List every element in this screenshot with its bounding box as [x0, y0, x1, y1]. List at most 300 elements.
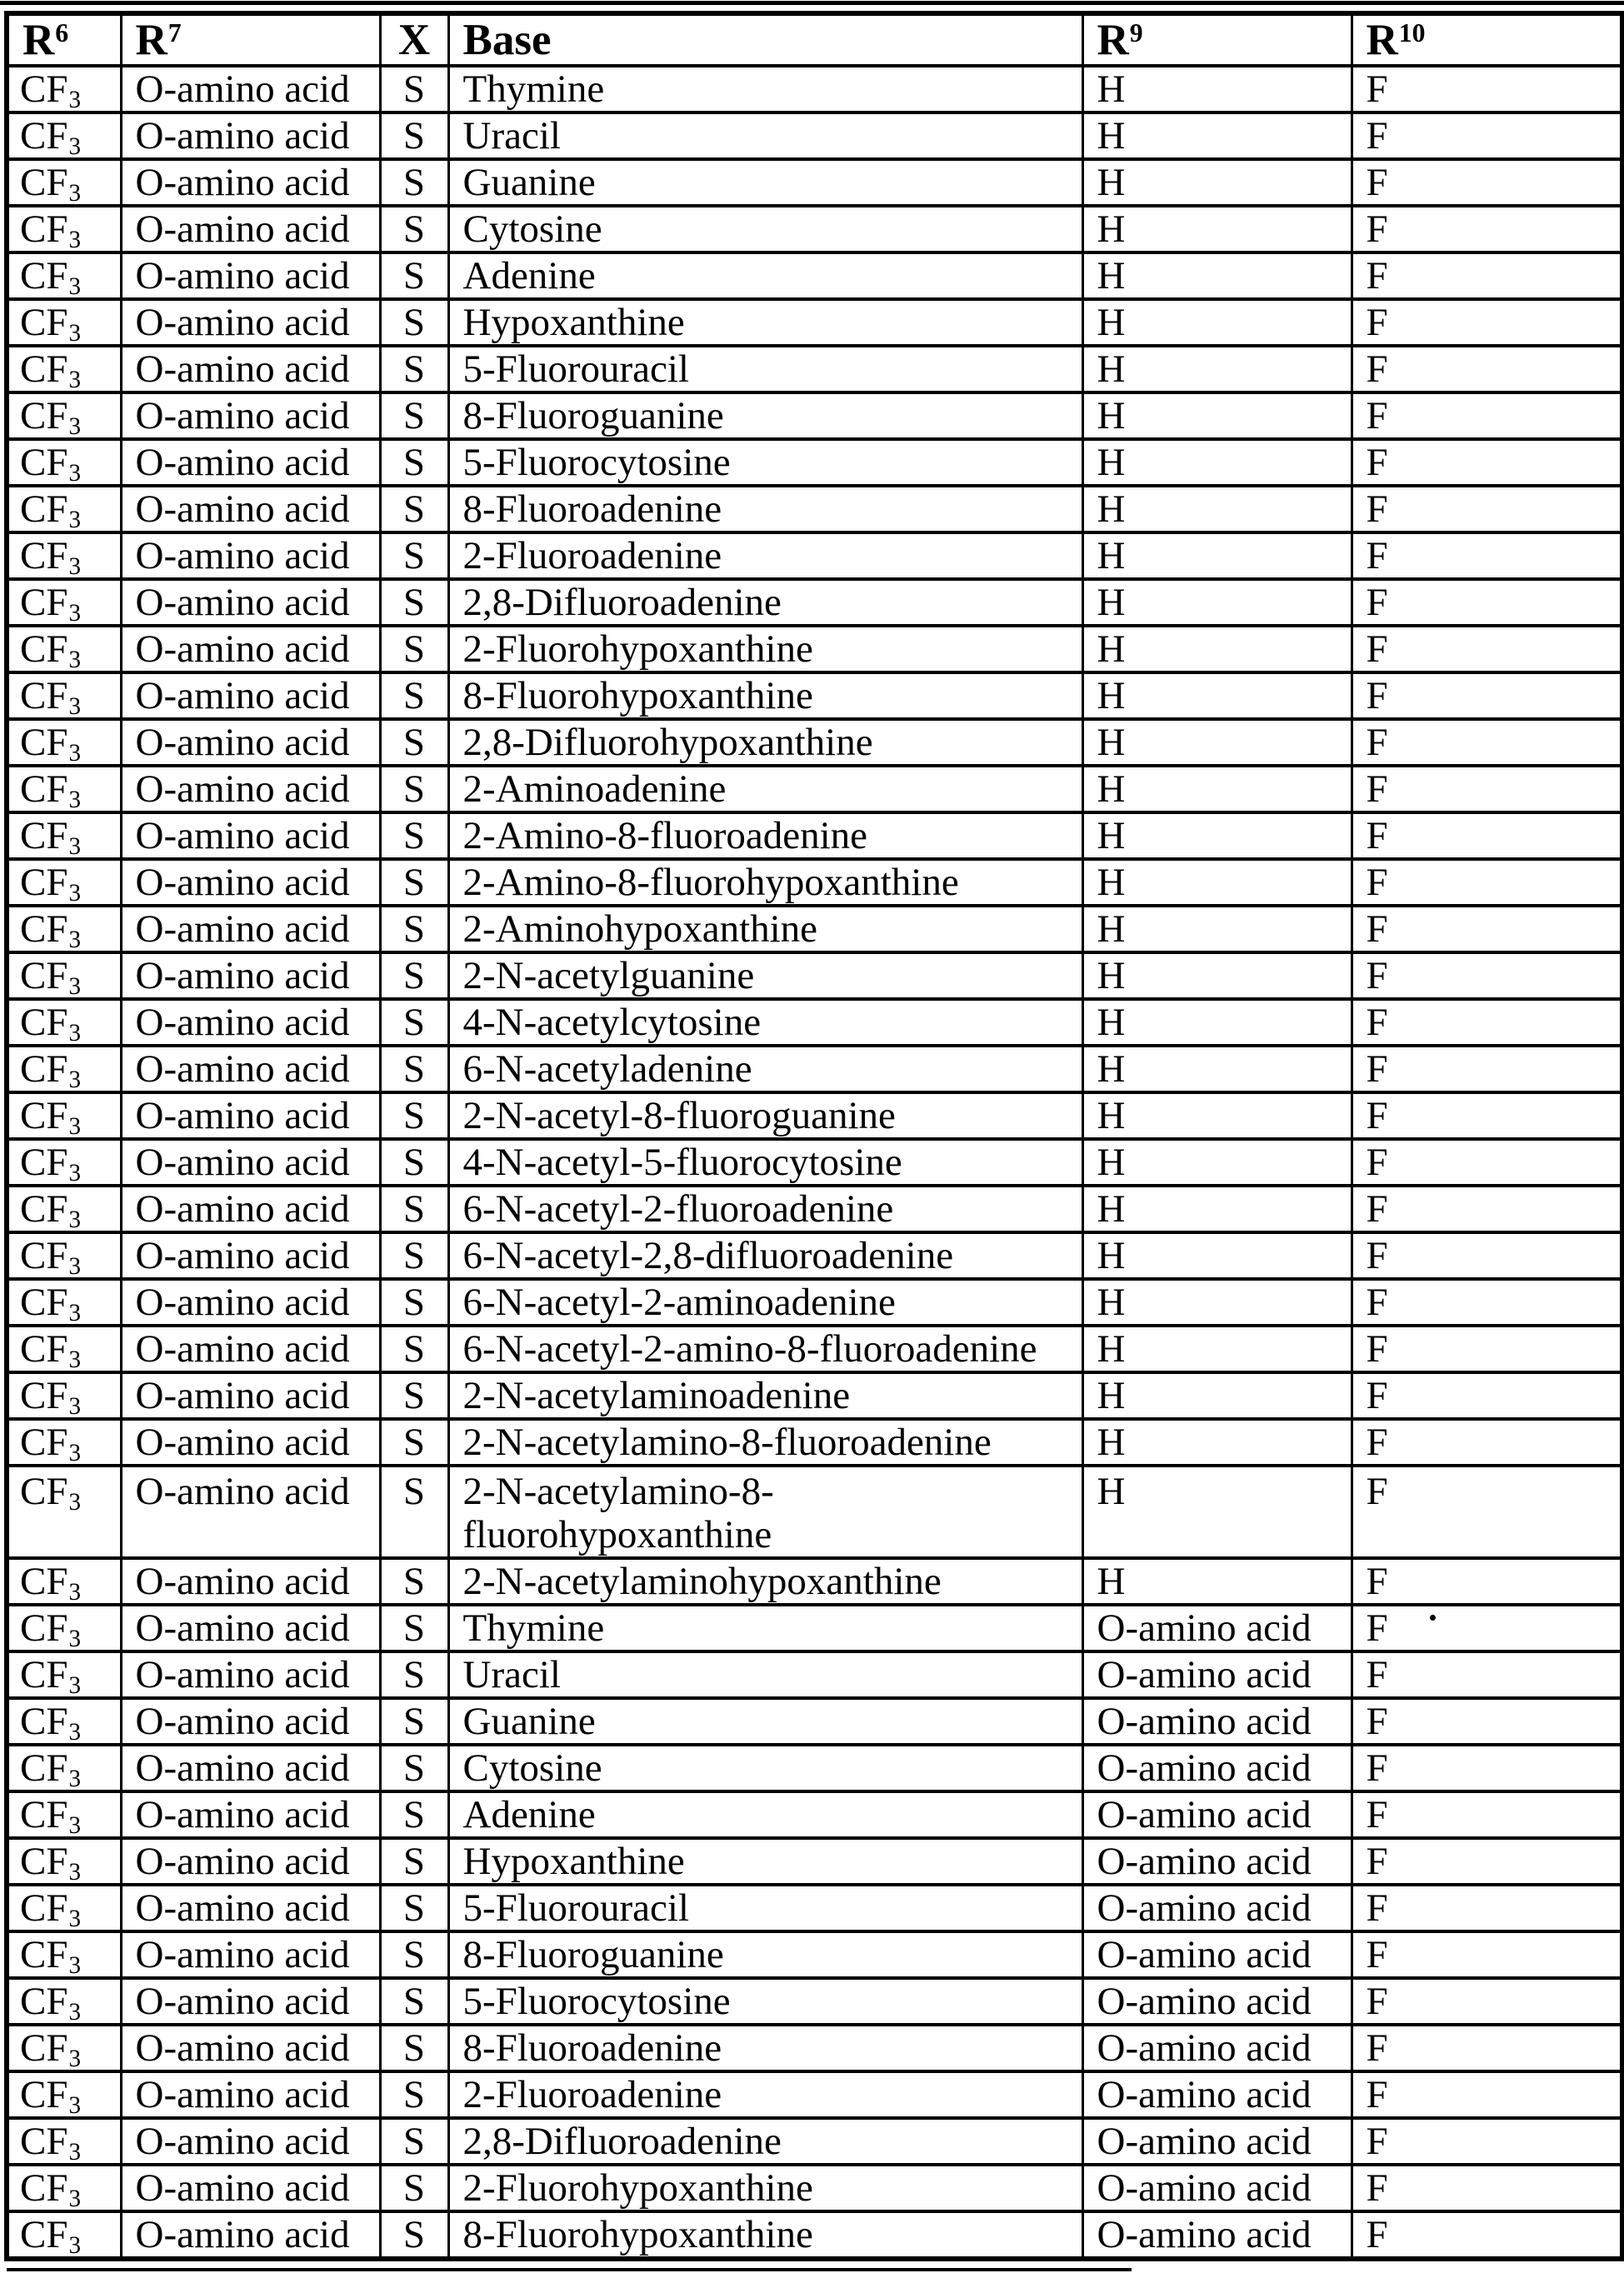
table-row — [7, 719, 1622, 766]
cell-r9: H — [1082, 346, 1352, 392]
cell-r9: H — [1082, 1558, 1352, 1605]
cell-r10: F — [1352, 1046, 1622, 1092]
cell-base: Adenine — [448, 252, 1082, 299]
cell-base: 2-N-acetylaminoadenine — [448, 1372, 1082, 1419]
column-header-r7: $R^7$ — [121, 13, 380, 66]
cell-r7: O-amino acid — [121, 1186, 380, 1232]
cell-r7: O-amino acid — [121, 1838, 380, 1885]
cell-r7: O-amino acid — [121, 439, 380, 486]
cell-r6: $CF_3$ — [7, 1232, 121, 1279]
cell-base: 4-N-acetylcytosine — [448, 999, 1082, 1046]
cell-r10: F — [1352, 2165, 1622, 2211]
cell-r10: F — [1352, 346, 1622, 392]
cell-r10: F — [1352, 1791, 1622, 1838]
cell-x: S — [380, 1745, 448, 1791]
cell-r7: O-amino acid — [121, 486, 380, 532]
cell-r6: $CF_3$ — [7, 719, 121, 766]
table-row — [7, 1139, 1622, 1186]
cell-base: 2-Amino-8-fluoroadenine — [448, 812, 1082, 859]
cell-r7: O-amino acid — [121, 999, 380, 1046]
cell-r7: O-amino acid — [121, 626, 380, 672]
cell-x: S — [380, 1558, 448, 1605]
cell-base: 6-N-acetyl-2-aminoadenine — [448, 1279, 1082, 1326]
table-row — [7, 206, 1622, 252]
cell-x: S — [380, 2211, 448, 2259]
cell-base: 6-N-acetyl-2-fluoroadenine — [448, 1186, 1082, 1232]
cell-r7: O-amino acid — [121, 2071, 380, 2118]
cell-r10: F — [1352, 2118, 1622, 2165]
table-row — [7, 1372, 1622, 1419]
cell-r7: O-amino acid — [121, 1978, 380, 2025]
cell-r7: O-amino acid — [121, 1931, 380, 1978]
cell-x: S — [380, 2165, 448, 2211]
cell-r7: O-amino acid — [121, 1466, 380, 1558]
cell-r6: $CF_3$ — [7, 1186, 121, 1232]
cell-r9: H — [1082, 766, 1352, 812]
table-row — [7, 532, 1622, 579]
cell-r7: O-amino acid — [121, 1698, 380, 1745]
cell-r9: O-amino acid — [1082, 1651, 1352, 1698]
cell-r6: $CF_3$ — [7, 112, 121, 159]
cell-base: 2-Fluoroadenine — [448, 2071, 1082, 2118]
cell-base: 2-Aminoadenine — [448, 766, 1082, 812]
cell-r9: O-amino acid — [1082, 2118, 1352, 2165]
cell-x: S — [380, 159, 448, 206]
cell-r6: $CF_3$ — [7, 159, 121, 206]
cell-r6: $CF_3$ — [7, 299, 121, 346]
cell-base: 2,8-Difluoroadenine — [448, 579, 1082, 626]
cell-base: 6-N-acetyladenine — [448, 1046, 1082, 1092]
cell-r9: H — [1082, 1466, 1352, 1558]
cell-x: S — [380, 66, 448, 112]
cell-r10: F — [1352, 672, 1622, 719]
cell-base: 2,8-Difluoroadenine — [448, 2118, 1082, 2165]
cell-base: 8-Fluoroguanine — [448, 1931, 1082, 1978]
cell-r6: $CF_3$ — [7, 812, 121, 859]
cell-r10: F — [1352, 1092, 1622, 1139]
cell-x: S — [380, 1419, 448, 1466]
table-row — [7, 1745, 1622, 1791]
table-row — [7, 1931, 1622, 1978]
cell-x: S — [380, 1791, 448, 1838]
cell-r7: O-amino acid — [121, 66, 380, 112]
cell-r10: F — [1352, 1885, 1622, 1931]
cell-r6: $CF_3$ — [7, 1372, 121, 1419]
cell-base: 2-Fluorohypoxanthine — [448, 2165, 1082, 2211]
cell-r7: O-amino acid — [121, 1232, 380, 1279]
table-row — [7, 1419, 1622, 1466]
cell-base: 8-Fluorohypoxanthine — [448, 672, 1082, 719]
cell-r9: H — [1082, 1186, 1352, 1232]
cell-x: S — [380, 346, 448, 392]
cell-r6: $CF_3$ — [7, 1279, 121, 1326]
cell-r6: $CF_3$ — [7, 1466, 121, 1558]
cell-base: Thymine — [448, 66, 1082, 112]
cell-r9: H — [1082, 579, 1352, 626]
cell-x: S — [380, 1232, 448, 1279]
table-row — [7, 1326, 1622, 1372]
cell-r6: $CF_3$ — [7, 672, 121, 719]
table-row — [7, 1698, 1622, 1745]
cell-r9: H — [1082, 66, 1352, 112]
cell-x: S — [380, 1885, 448, 1931]
cell-r10: F — [1352, 1466, 1622, 1558]
cell-r10: F — [1352, 252, 1622, 299]
cell-r9: H — [1082, 112, 1352, 159]
cell-base: 5-Fluorouracil — [448, 1885, 1082, 1931]
cell-r10: F — [1352, 906, 1622, 952]
cell-r6: $CF_3$ — [7, 1885, 121, 1931]
table-row — [7, 252, 1622, 299]
cell-x: S — [380, 2118, 448, 2165]
cell-x: S — [380, 439, 448, 486]
cell-x: S — [380, 906, 448, 952]
cell-x: S — [380, 1326, 448, 1372]
cell-r6: $CF_3$ — [7, 1139, 121, 1186]
cell-x: S — [380, 1838, 448, 1885]
table-row — [7, 672, 1622, 719]
cell-x: S — [380, 532, 448, 579]
cell-r7: O-amino acid — [121, 2165, 380, 2211]
cell-r7: O-amino acid — [121, 1605, 380, 1651]
cell-base: 2-N-acetylamino-8- fluorohypoxanthine — [448, 1466, 1082, 1558]
cell-r10: F — [1352, 999, 1622, 1046]
cell-r6: $CF_3$ — [7, 1931, 121, 1978]
cell-x: S — [380, 1139, 448, 1186]
cell-r10: F — [1352, 766, 1622, 812]
cell-r10: F — [1352, 1419, 1622, 1466]
table-body — [7, 66, 1622, 2259]
table-row — [7, 999, 1622, 1046]
cell-x: S — [380, 719, 448, 766]
cell-r7: O-amino acid — [121, 346, 380, 392]
cell-r7: O-amino acid — [121, 532, 380, 579]
cell-x: S — [380, 999, 448, 1046]
cell-r9: H — [1082, 159, 1352, 206]
cell-x: S — [380, 1186, 448, 1232]
cell-r6: $CF_3$ — [7, 1558, 121, 1605]
cell-x: S — [380, 766, 448, 812]
cell-base: 2,8-Difluorohypoxanthine — [448, 719, 1082, 766]
cell-base: Cytosine — [448, 206, 1082, 252]
cell-r7: O-amino acid — [121, 1885, 380, 1931]
table-row — [7, 812, 1622, 859]
cell-r6: $CF_3$ — [7, 579, 121, 626]
cell-r6: $CF_3$ — [7, 1419, 121, 1466]
cell-r7: O-amino acid — [121, 1791, 380, 1838]
table-row — [7, 1279, 1622, 1326]
stray-dot-artifact — [1430, 1615, 1436, 1621]
table-row — [7, 346, 1622, 392]
cell-r6: $CF_3$ — [7, 1698, 121, 1745]
cell-r9: H — [1082, 439, 1352, 486]
cell-r9: H — [1082, 486, 1352, 532]
cell-r6: $CF_3$ — [7, 2211, 121, 2259]
cell-r10: F — [1352, 859, 1622, 906]
cell-r6: $CF_3$ — [7, 1092, 121, 1139]
bottom-border-rule — [7, 2268, 1132, 2271]
cell-r10: F — [1352, 159, 1622, 206]
table-row — [7, 1466, 1622, 1558]
cell-base: Guanine — [448, 159, 1082, 206]
top-border-rule — [0, 1, 1624, 5]
cell-r6: $CF_3$ — [7, 346, 121, 392]
cell-base: 8-Fluoroadenine — [448, 2025, 1082, 2071]
cell-r10: F — [1352, 1698, 1622, 1745]
cell-r10: F — [1352, 66, 1622, 112]
table-row — [7, 2071, 1622, 2118]
cell-r10: F — [1352, 439, 1622, 486]
table-row — [7, 766, 1622, 812]
cell-r9: H — [1082, 906, 1352, 952]
cell-x: S — [380, 1092, 448, 1139]
cell-r9: H — [1082, 812, 1352, 859]
cell-r6: $CF_3$ — [7, 1745, 121, 1791]
cell-x: S — [380, 2071, 448, 2118]
cell-x: S — [380, 1931, 448, 1978]
cell-r10: F — [1352, 1326, 1622, 1372]
cell-x: S — [380, 206, 448, 252]
cell-r10: F — [1352, 1186, 1622, 1232]
cell-r6: $CF_3$ — [7, 439, 121, 486]
table-row — [7, 1046, 1622, 1092]
cell-r6: $CF_3$ — [7, 392, 121, 439]
cell-x: S — [380, 812, 448, 859]
cell-base: Guanine — [448, 1698, 1082, 1745]
cell-r10: F — [1352, 1745, 1622, 1791]
table-row — [7, 579, 1622, 626]
cell-r6: $CF_3$ — [7, 2025, 121, 2071]
cell-x: S — [380, 1046, 448, 1092]
cell-r10: F — [1352, 299, 1622, 346]
cell-r10: F — [1352, 1651, 1622, 1698]
table-row — [7, 1558, 1622, 1605]
cell-base: 2-N-acetylguanine — [448, 952, 1082, 999]
cell-r7: O-amino acid — [121, 392, 380, 439]
cell-r10: F — [1352, 206, 1622, 252]
cell-r9: O-amino acid — [1082, 1838, 1352, 1885]
table-row — [7, 392, 1622, 439]
cell-r9: H — [1082, 999, 1352, 1046]
cell-r10: F — [1352, 486, 1622, 532]
table-row — [7, 486, 1622, 532]
cell-r10: F — [1352, 2211, 1622, 2259]
cell-r9: O-amino acid — [1082, 1698, 1352, 1745]
cell-r9: H — [1082, 626, 1352, 672]
cell-r6: $CF_3$ — [7, 999, 121, 1046]
cell-x: S — [380, 1466, 448, 1558]
cell-r10: F — [1352, 532, 1622, 579]
cell-r9: O-amino acid — [1082, 1791, 1352, 1838]
column-header-r10: $R^{10}$ — [1352, 13, 1622, 66]
cell-r7: O-amino acid — [121, 206, 380, 252]
cell-r10: F — [1352, 579, 1622, 626]
cell-r6: $CF_3$ — [7, 906, 121, 952]
cell-r6: $CF_3$ — [7, 1978, 121, 2025]
cell-x: S — [380, 1605, 448, 1651]
column-header-r9: $R^9$ — [1082, 13, 1352, 66]
cell-r10: F — [1352, 719, 1622, 766]
table-row — [7, 1232, 1622, 1279]
cell-r6: $CF_3$ — [7, 1651, 121, 1698]
cell-r9: H — [1082, 392, 1352, 439]
cell-r6: $CF_3$ — [7, 1791, 121, 1838]
cell-r7: O-amino acid — [121, 252, 380, 299]
cell-r7: O-amino acid — [121, 812, 380, 859]
cell-base: 2-Fluoroadenine — [448, 532, 1082, 579]
cell-r7: O-amino acid — [121, 766, 380, 812]
cell-r7: O-amino acid — [121, 1046, 380, 1092]
cell-r9: H — [1082, 1139, 1352, 1186]
table-row — [7, 1838, 1622, 1885]
table-row — [7, 2165, 1622, 2211]
cell-r9: H — [1082, 206, 1352, 252]
cell-r7: O-amino acid — [121, 1651, 380, 1698]
cell-base: 6-N-acetyl-2,8-difluoroadenine — [448, 1232, 1082, 1279]
cell-r9: H — [1082, 532, 1352, 579]
cell-r7: O-amino acid — [121, 952, 380, 999]
cell-r9: O-amino acid — [1082, 2211, 1352, 2259]
cell-x: S — [380, 579, 448, 626]
cell-x: S — [380, 2025, 448, 2071]
cell-x: S — [380, 1698, 448, 1745]
cell-r7: O-amino acid — [121, 1558, 380, 1605]
cell-base: 2-N-acetyl-8-fluoroguanine — [448, 1092, 1082, 1139]
cell-r6: $CF_3$ — [7, 252, 121, 299]
cell-r10: F — [1352, 1139, 1622, 1186]
cell-r6: $CF_3$ — [7, 859, 121, 906]
cell-r6: $CF_3$ — [7, 1605, 121, 1651]
cell-base: 6-N-acetyl-2-amino-8-fluoroadenine — [448, 1326, 1082, 1372]
cell-r6: $CF_3$ — [7, 66, 121, 112]
substituent-table — [4, 11, 1624, 2261]
cell-r6: $CF_3$ — [7, 1046, 121, 1092]
cell-r10: F — [1352, 2071, 1622, 2118]
cell-r9: H — [1082, 299, 1352, 346]
cell-r7: O-amino acid — [121, 1419, 380, 1466]
cell-r9: H — [1082, 1046, 1352, 1092]
cell-base: Adenine — [448, 1791, 1082, 1838]
cell-r10: F — [1352, 112, 1622, 159]
cell-r10: F — [1352, 1558, 1622, 1605]
cell-r10: F — [1352, 1279, 1622, 1326]
cell-r10: F — [1352, 392, 1622, 439]
table-row — [7, 626, 1622, 672]
cell-r9: H — [1082, 1419, 1352, 1466]
cell-x: S — [380, 486, 448, 532]
cell-base: 5-Fluorocytosine — [448, 439, 1082, 486]
cell-base: 2-N-acetylaminohypoxanthine — [448, 1558, 1082, 1605]
cell-r7: O-amino acid — [121, 1139, 380, 1186]
cell-r9: H — [1082, 672, 1352, 719]
cell-base: 2-N-acetylamino-8-fluoroadenine — [448, 1419, 1082, 1466]
cell-x: S — [380, 1372, 448, 1419]
cell-r9: O-amino acid — [1082, 2025, 1352, 2071]
table-row — [7, 1186, 1622, 1232]
cell-x: S — [380, 672, 448, 719]
cell-base: 5-Fluorocytosine — [448, 1978, 1082, 2025]
cell-x: S — [380, 299, 448, 346]
column-header-r6: $R^6$ — [7, 13, 121, 66]
table-row — [7, 112, 1622, 159]
cell-r6: $CF_3$ — [7, 2118, 121, 2165]
cell-base: Cytosine — [448, 1745, 1082, 1791]
cell-r10: F — [1352, 1931, 1622, 1978]
cell-r6: $CF_3$ — [7, 1326, 121, 1372]
cell-r6: $CF_3$ — [7, 766, 121, 812]
cell-r9: O-amino acid — [1082, 1745, 1352, 1791]
cell-r6: $CF_3$ — [7, 1838, 121, 1885]
cell-base: Uracil — [448, 1651, 1082, 1698]
cell-r9: H — [1082, 1372, 1352, 1419]
cell-base: 2-Amino-8-fluorohypoxanthine — [448, 859, 1082, 906]
table-row — [7, 1978, 1622, 2025]
cell-r7: O-amino acid — [121, 906, 380, 952]
cell-r9: H — [1082, 1326, 1352, 1372]
cell-r10: F — [1352, 2025, 1622, 2071]
table-row — [7, 1885, 1622, 1931]
cell-r10: F — [1352, 1232, 1622, 1279]
cell-base: Hypoxanthine — [448, 299, 1082, 346]
cell-r9: H — [1082, 859, 1352, 906]
cell-r6: $CF_3$ — [7, 626, 121, 672]
table-row — [7, 299, 1622, 346]
cell-r9: H — [1082, 1232, 1352, 1279]
cell-r7: O-amino acid — [121, 2025, 380, 2071]
cell-r7: O-amino acid — [121, 672, 380, 719]
cell-x: S — [380, 252, 448, 299]
cell-r9: H — [1082, 952, 1352, 999]
cell-r7: O-amino acid — [121, 859, 380, 906]
cell-r9: H — [1082, 719, 1352, 766]
table-row — [7, 439, 1622, 486]
cell-base: 8-Fluoroguanine — [448, 392, 1082, 439]
column-header-base: Base — [448, 13, 1082, 66]
cell-r7: O-amino acid — [121, 579, 380, 626]
cell-base: 4-N-acetyl-5-fluorocytosine — [448, 1139, 1082, 1186]
cell-r7: O-amino acid — [121, 299, 380, 346]
cell-r9: O-amino acid — [1082, 1605, 1352, 1651]
table-row — [7, 859, 1622, 906]
cell-r6: $CF_3$ — [7, 2165, 121, 2211]
cell-r7: O-amino acid — [121, 1372, 380, 1419]
cell-r7: O-amino acid — [121, 2211, 380, 2259]
column-header-x: X — [380, 13, 448, 66]
cell-x: S — [380, 112, 448, 159]
cell-base: 2-Fluorohypoxanthine — [448, 626, 1082, 672]
table-row — [7, 906, 1622, 952]
cell-r7: O-amino acid — [121, 2118, 380, 2165]
table-row — [7, 2211, 1622, 2259]
cell-base: 5-Fluorouracil — [448, 346, 1082, 392]
table-row — [7, 2118, 1622, 2165]
cell-r7: O-amino acid — [121, 1279, 380, 1326]
cell-x: S — [380, 392, 448, 439]
cell-base: Hypoxanthine — [448, 1838, 1082, 1885]
cell-r6: $CF_3$ — [7, 2071, 121, 2118]
cell-x: S — [380, 626, 448, 672]
cell-r10: F — [1352, 1605, 1622, 1651]
cell-r7: O-amino acid — [121, 112, 380, 159]
cell-x: S — [380, 1651, 448, 1698]
cell-base: 8-Fluoroadenine — [448, 486, 1082, 532]
cell-x: S — [380, 1978, 448, 2025]
table-row — [7, 952, 1622, 999]
cell-r9: O-amino acid — [1082, 1931, 1352, 1978]
cell-r10: F — [1352, 626, 1622, 672]
cell-r7: O-amino acid — [121, 719, 380, 766]
cell-x: S — [380, 859, 448, 906]
